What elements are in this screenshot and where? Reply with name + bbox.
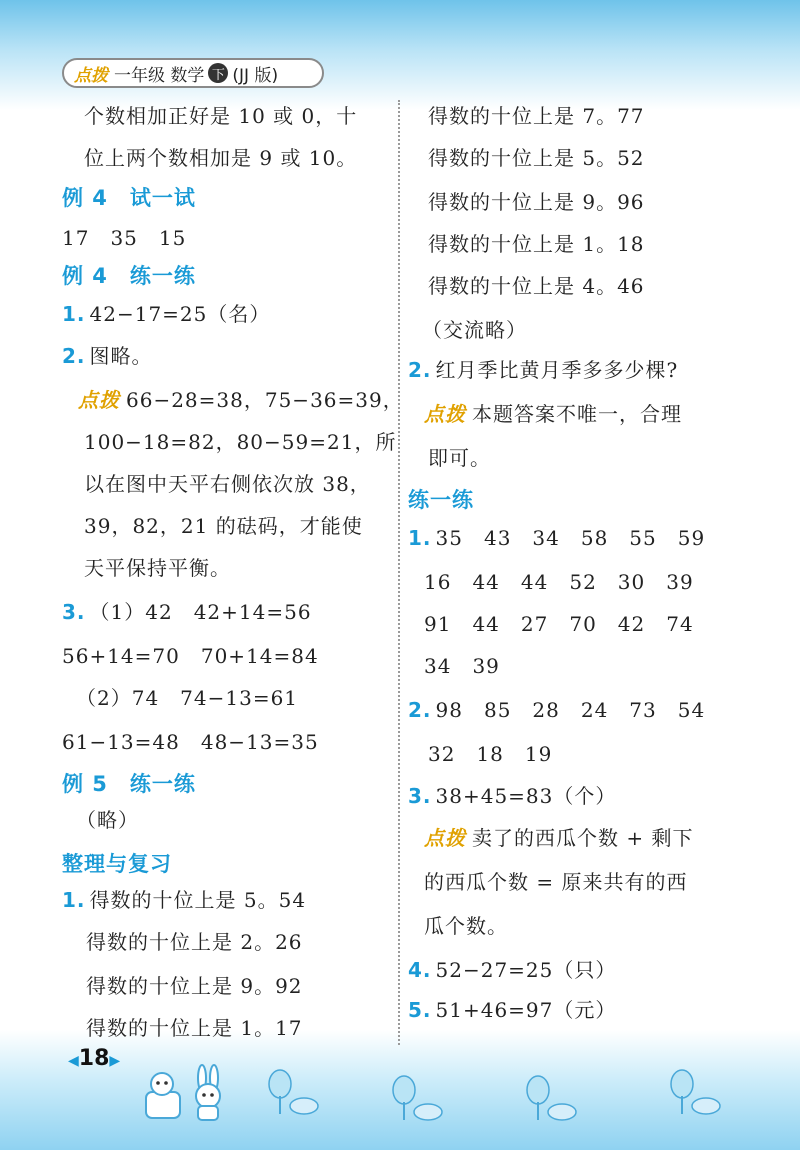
line-text: 66−28=38，75−36=39， xyxy=(126,388,404,412)
line-text: 即可。 xyxy=(428,446,491,470)
answer-item xyxy=(62,598,312,626)
section-heading xyxy=(62,262,196,290)
section-heading xyxy=(62,850,172,878)
line-text: （交流略） xyxy=(422,318,527,342)
answer-item xyxy=(408,696,705,724)
line-text: 38+45=83（个） xyxy=(435,784,617,808)
line-text: 得数的十位上是 4。46 xyxy=(428,274,645,298)
dianbo-brand-label: 点拨 xyxy=(424,826,466,850)
line-text: 42−17=25（名） xyxy=(89,302,271,326)
text-line xyxy=(428,144,645,172)
header-edition: (JJ 版) xyxy=(232,65,279,86)
line-text: 得数的十位上是 7。77 xyxy=(428,104,645,128)
line-text: 34 39 xyxy=(424,654,500,678)
text-line xyxy=(424,868,687,896)
item-number: 2. xyxy=(408,358,432,382)
answer-item xyxy=(62,886,306,914)
answer-item xyxy=(408,524,705,552)
line-text: 56+14=70 70+14=84 xyxy=(62,644,319,668)
line-text: 91 44 27 70 42 74 xyxy=(424,612,694,636)
tree-icon xyxy=(520,1074,580,1124)
text-line xyxy=(86,972,303,1000)
header-brand: 点拨 xyxy=(74,65,108,86)
line-text: 得数的十位上是 5。52 xyxy=(428,146,645,170)
line-text: 红月季比黄月季多多少棵? xyxy=(435,358,679,382)
hint-note xyxy=(78,386,404,414)
line-text: 卖了的西瓜个数 + 剩下 xyxy=(472,826,694,850)
line-text: 得数的十位上是 1。17 xyxy=(86,1016,303,1040)
line-text: 以在图中天平右侧依次放 38， xyxy=(84,472,371,496)
answer-item xyxy=(408,782,616,810)
line-text: 得数的十位上是 5。54 xyxy=(89,888,307,912)
volume-badge: 下 xyxy=(208,63,228,83)
line-text: 得数的十位上是 9。96 xyxy=(428,190,645,214)
line-text: （2）74 74−13=61 xyxy=(76,686,299,710)
tree-icon xyxy=(262,1068,322,1118)
text-line xyxy=(76,806,139,834)
line-text: 35 43 34 58 55 59 xyxy=(435,526,706,550)
line-text: 天平保持平衡。 xyxy=(84,556,231,580)
line-text: 98 85 28 24 73 54 xyxy=(435,698,706,722)
page-header xyxy=(62,58,324,88)
text-line xyxy=(428,444,491,472)
line-text: （1）42 42+14=56 xyxy=(89,600,312,624)
text-line xyxy=(84,554,231,582)
top-decoration-band xyxy=(0,0,800,110)
text-line xyxy=(424,912,508,940)
line-text: 例 5 练一练 xyxy=(62,772,196,796)
line-text: （略） xyxy=(76,808,139,832)
line-text: 17 35 15 xyxy=(62,226,187,250)
item-number: 2. xyxy=(62,344,86,368)
text-line xyxy=(86,1014,303,1042)
text-line xyxy=(84,428,396,456)
hint-note xyxy=(424,824,693,852)
text-line xyxy=(428,102,645,130)
text-line xyxy=(62,224,186,252)
answer-item xyxy=(62,300,270,328)
bunny-cat-illustration-icon xyxy=(142,1062,232,1124)
dianbo-brand-label: 点拨 xyxy=(78,388,120,412)
text-line xyxy=(428,230,645,258)
line-text: 位上两个数相加是 9 或 10。 xyxy=(84,146,358,170)
answer-item xyxy=(408,956,616,984)
text-line xyxy=(84,144,357,172)
text-line xyxy=(428,188,645,216)
text-line xyxy=(424,652,500,680)
text-line xyxy=(62,728,319,756)
header-title: 一年级 数学 xyxy=(114,65,205,86)
text-line xyxy=(428,272,645,300)
page-number: ◀18▶ xyxy=(68,1046,121,1071)
line-text: 16 44 44 52 30 39 xyxy=(424,570,694,594)
answer-item xyxy=(408,996,616,1024)
left-arrow-icon: ◀ xyxy=(68,1053,79,1069)
right-arrow-icon: ▶ xyxy=(109,1053,121,1069)
text-line xyxy=(76,684,298,712)
line-text: 图略。 xyxy=(89,344,153,368)
line-text: 61−13=48 48−13=35 xyxy=(62,730,319,754)
dianbo-brand-label: 点拨 xyxy=(424,402,466,426)
text-line xyxy=(86,928,303,956)
text-line xyxy=(84,512,363,540)
line-text: 本题答案不唯一，合理 xyxy=(472,402,682,426)
hint-note xyxy=(424,400,682,428)
line-text: 得数的十位上是 1。18 xyxy=(428,232,645,256)
line-text: 例 4 试一试 xyxy=(62,186,196,210)
section-heading xyxy=(62,184,196,212)
line-text: 得数的十位上是 2。26 xyxy=(86,930,303,954)
text-line xyxy=(422,316,527,344)
line-text: 32 18 19 xyxy=(428,742,553,766)
line-text: 练一练 xyxy=(408,488,474,512)
line-text: 瓜个数。 xyxy=(424,914,508,938)
text-line xyxy=(424,568,694,596)
item-number: 2. xyxy=(408,698,432,722)
item-number: 3. xyxy=(62,600,86,624)
item-number: 1. xyxy=(408,526,432,550)
section-heading xyxy=(62,770,196,798)
item-number: 3. xyxy=(408,784,432,808)
section-heading xyxy=(408,486,474,514)
item-number: 1. xyxy=(62,888,86,912)
item-number: 4. xyxy=(408,958,432,982)
answer-item xyxy=(62,342,153,370)
tree-icon xyxy=(386,1074,446,1124)
text-line xyxy=(428,740,552,768)
line-text: 51+46=97（元） xyxy=(435,998,617,1022)
line-text: 100−18=82，80−59=21，所 xyxy=(84,430,397,454)
line-text: 整理与复习 xyxy=(62,852,172,876)
text-line xyxy=(62,642,319,670)
line-text: 得数的十位上是 9。92 xyxy=(86,974,303,998)
line-text: 例 4 练一练 xyxy=(62,264,196,288)
item-number: 1. xyxy=(62,302,86,326)
column-divider xyxy=(398,100,400,1045)
tree-icon xyxy=(664,1068,724,1118)
line-text: 个数相加正好是 10 或 0，十 xyxy=(84,104,358,128)
line-text: 的西瓜个数 = 原来共有的西 xyxy=(424,870,688,894)
line-text: 52−27=25（只） xyxy=(435,958,617,982)
text-line xyxy=(84,102,357,130)
item-number: 5. xyxy=(408,998,432,1022)
text-line xyxy=(84,470,371,498)
line-text: 39，82，21 的砝码，才能使 xyxy=(84,514,363,538)
answer-item xyxy=(408,356,678,384)
text-line xyxy=(424,610,694,638)
